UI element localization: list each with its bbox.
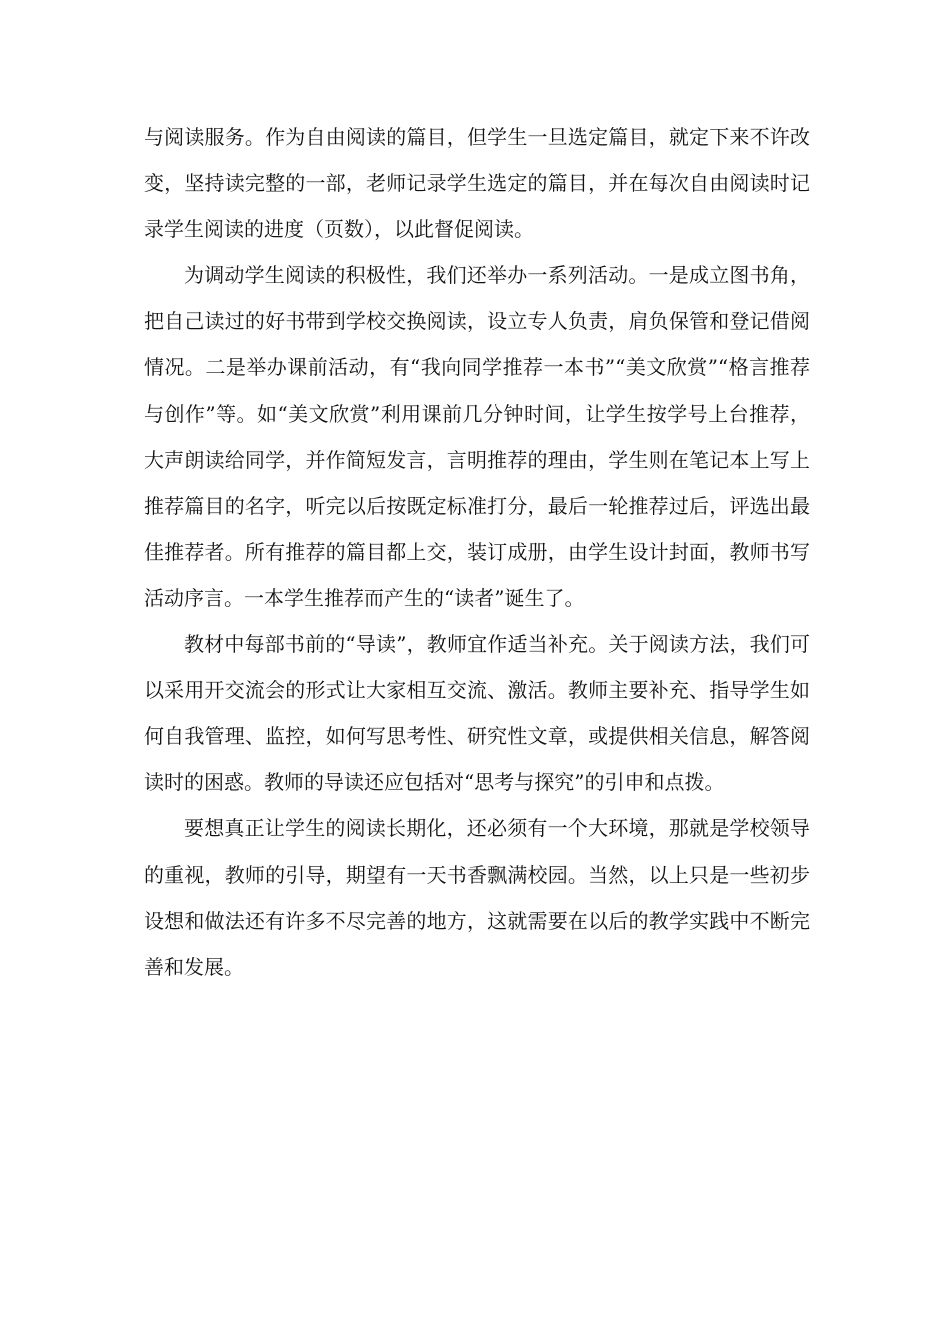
document-body [144,114,810,990]
paragraph-guided-reading: 教材中每部书前的“导读”，教师宜作适当补充。关于阅读方法，我们可以采用开交流会的形式让大家相互交流、激活。教师主要补充、指导学生如何自我管理、监控，如何写思考性、研究性文章，或提供相关信息，解答阅读时的困惑。教师的导读还应包括对“思考与探究”的引申和点拨。 [144,632,810,795]
paragraph-activities: 为调动学生阅读的积极性，我们还举办一系列活动。一是成立图书角，把自己读过的好书带到学校交换阅读，设立专人负责，肩负保管和登记借阅情况。二是举办课前活动，有“我向同学推荐一本书”“美文欣赏”“格言推荐与创作”等。如“美文欣赏”利用课前几分钟时间，让学生按学号上台推荐，大声朗读给同学，并作简短发言，言明推荐的理由，学生则在笔记本上写上推荐篇目的名字，听完以后按既定标准打分，最后一轮推荐过后，评选出最佳推荐者。所有推荐的篇目都上交，装订成册，由学生设计封面，教师书写活动序言。一本学生推荐而产生的“读者”诞生了。 [144,263,810,610]
paragraph-continued: 与阅读服务。作为自由阅读的篇目，但学生一旦选定篇目，就定下来不许改变，坚持读完整的一部，老师记录学生选定的篇目，并在每次自由阅读时记录学生阅读的进度（页数），以此督促阅读。 [144,125,810,242]
paragraph-conclusion: 要想真正让学生的阅读长期化，还必须有一个大环境，那就是学校领导的重视，教师的引导，期望有一天书香飘满校园。当然，以上只是一些初步设想和做法还有许多不尽完善的地方，这就需要在以后的教学实践中不断完善和发展。 [144,816,810,979]
